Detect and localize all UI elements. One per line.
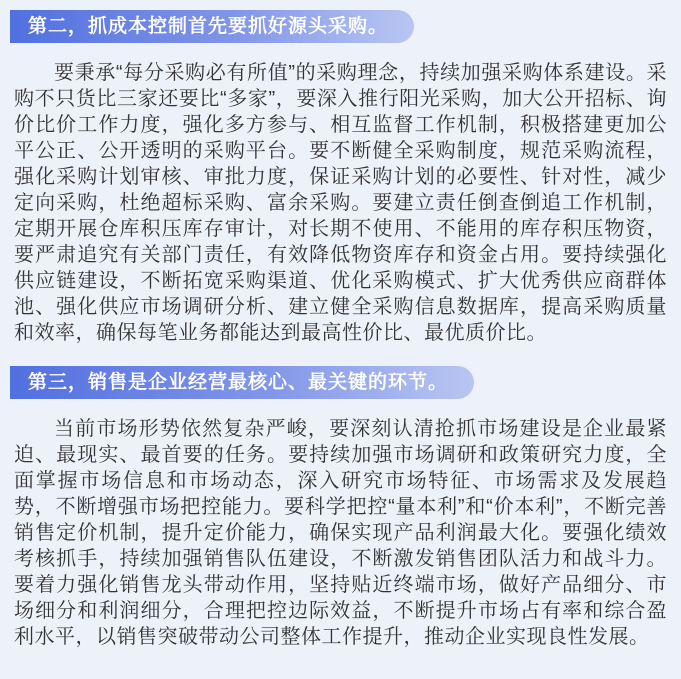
section-sales-heading: 第三，销售是企业经营最核心、最关键的环节。 [28, 372, 449, 393]
section-procurement-paragraph: 要秉承“每分采购必有所值”的采购理念，持续加强采购体系建设。采购不只货比三家还要比“多家”，要深入推行阳光采购，加大公开招标、询价比价工作力度，强化多方参与、相互监督工作机制，积极搭建更加公平公正、公开透明的采购平台。要不断健全采购制度，规范采购流程，强化采购计划审核、审批力度，保证采购计划的必要性、针对性，减少定向采购，杜绝超标采购、富余采购。要建立责任倒查倒追工作机制，定期开展仓库积压库存审计，对长期不使用、不能用的库存积压物资，要严肃追究有关部门责任，有效降低物资库存和资金占用。要持续强化供应链建设，不断拓宽采购渠道、优化采购模式、扩大优秀供应商群体池、强化供应市场调研分析、建立健全采购信息数据库，提高采购质量和效率，确保每笔业务都能达到最高性价比、最优质价比。 [14, 62, 667, 344]
section-sales-heading-banner [10, 366, 474, 399]
section-sales-paragraph: 当前市场形势依然复杂严峻，要深刻认清抢抓市场建设是企业最紧迫、最现实、最首要的任务。要持续加强市场调研和政策研究力度，全面掌握市场信息和市场动态，深入研究市场特征、市场需求及发展趋势，不断增强市场把控能力。要科学把控“量本利”和“价本利”，不断完善销售定价机制，提升定价能力，确保实现产品利润最大化。要强化绩效考核抓手，持续加强销售队伍建设，不断激发销售团队活力和战斗力。要着力强化销售龙头带动作用，坚持贴近终端市场，做好产品细分、市场细分和利润细分，合理把控边际效益，不断提升市场占有率和综合盈利水平，以销售突破带动公司整体工作提升，推动企业实现良性发展。 [14, 418, 667, 648]
section-procurement-heading-banner [10, 10, 414, 43]
section-sales [0, 346, 681, 650]
section-procurement-heading: 第二，抓成本控制首先要抓好源头采购。 [28, 16, 389, 37]
